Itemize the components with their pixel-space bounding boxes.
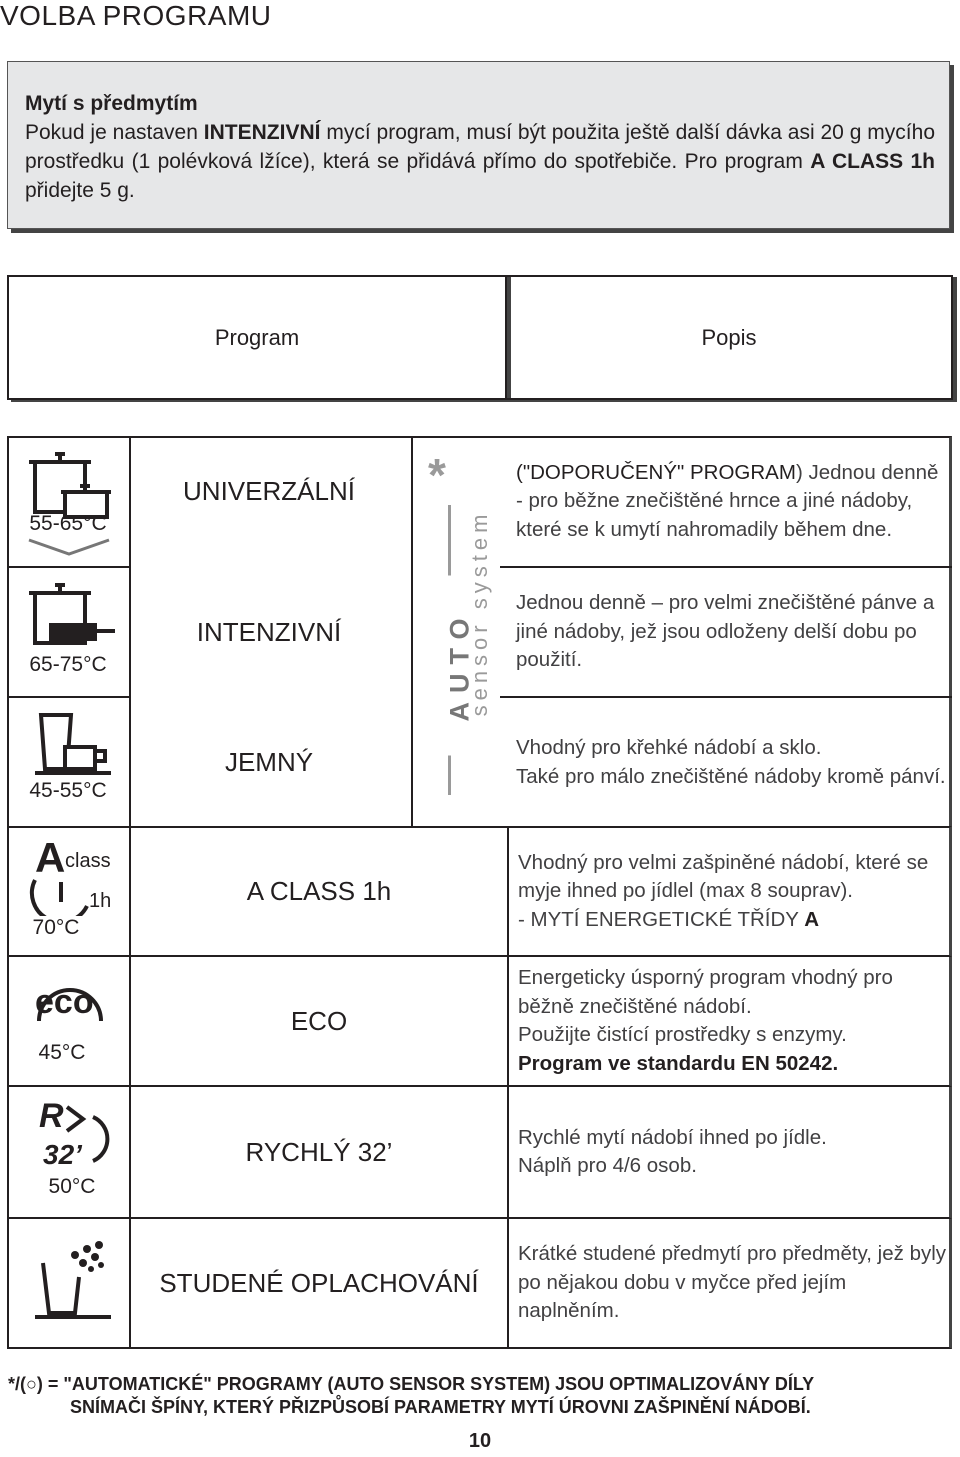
clock-icon: [27, 876, 97, 916]
footer-note: */(○) = "AUTOMATICKÉ" PROGRAMY (AUTO SENSOR SYSTEM) JSOU OPTIMALIZOVÁNY DÍLY SNÍMAČI ŠPÍNY, KTERÝ PŘIZPŮSOBÍ PARAMETRY MYTÍ ÚROVNI ZAŠPINĚNÍ NÁDOBÍ.: [8, 1374, 815, 1417]
temperature-label: 65-75°C: [29, 653, 107, 676]
glass-and-cup-icon: [15, 703, 121, 778]
program-description: Vhodný pro křehké nádobí a sklo. Také pro málo znečištěné nádoby kromě pánví.: [516, 736, 946, 788]
program-description: Energeticky úsporný program vhodný pro běžně znečištěné nádobí. Použijte čistící prostředky s enzymy. Program ve standardu EN 50242.: [507, 957, 947, 1085]
sensor-system-label: sensor system: [467, 509, 492, 717]
column-header-program: Program: [7, 275, 507, 400]
page-title: VOLBA PROGRAMU: [0, 0, 272, 31]
prewash-note: [7, 61, 950, 229]
cold-rinse-icon: [31, 1237, 117, 1327]
program-description: Rychlé mytí nádobí ihned po jídle. Náplň pro 4/6 osob.: [507, 1087, 947, 1217]
temperature-label: 50°C: [48, 1175, 96, 1198]
table-row: A class 1h 70°C A CLASS 1h Vhodný pro velmi zašpiněné nádobí, které se myje ihned po jídlel (max 8 souprav). - MYTÍ ENERGETICKÉ TŘÍDY A: [7, 826, 952, 957]
table-row: R 32’ 50°C RYCHLÝ 32’ Rychlé mytí nádobí ihned po jídle. Náplň pro 4/6 osob.: [7, 1087, 952, 1219]
temperature-label: 45-55°C: [29, 779, 107, 802]
page-number: 10: [468, 1430, 492, 1452]
auto-label: AUTO: [445, 576, 476, 756]
temperature-label: 70°C: [32, 916, 80, 939]
program-name: A CLASS 1h: [246, 876, 392, 906]
note-heading: Mytí s předmytím: [25, 92, 198, 115]
program-description: Vhodný pro velmi zašpiněné nádobí, které se myje ihned po jídlel (max 8 souprav). - MYTÍ ENERGETICKÉ TŘÍDY A: [507, 828, 947, 955]
a-class-icon: A: [35, 834, 66, 881]
star-icon: *: [428, 449, 446, 501]
temperature-label: 55-65°C: [29, 512, 107, 535]
program-description: Krátké studené předmytí pro předměty, jež byly po nějakou dobu v myčce před jejím naplněním.: [507, 1219, 947, 1347]
program-description: Jednou denně – pro velmi znečištěné pánve a jiné nádoby, jež jsou odloženy delší dobu po použití.: [516, 591, 935, 672]
note-text: Pokud je nastaven INTENZIVNÍ mycí program, musí být použita ještě další dávka asi 20 g mycího prostředku (1 polévková lžíce), která se přidává přímo do spotřebiče. Pro program A CLASS 1h přidejte 5 g.: [25, 121, 935, 202]
program-name: ECO: [290, 1005, 348, 1036]
program-name: STUDENÉ OPLACHOVÁNÍ: [159, 1267, 479, 1298]
rapid-icon: R: [39, 1097, 64, 1135]
auto-sensor-system-label: [410, 440, 500, 820]
program-name: INTENZIVNÍ: [196, 616, 342, 647]
program-name: RYCHLÝ 32’: [245, 1136, 393, 1167]
table-row: eco 45°C ECO Energeticky úsporný program vhodný pro běžně znečištěné nádobí. Použijte čistící prostředky s enzymy. Program ve standardu EN 50242.: [7, 957, 952, 1087]
program-description: ("DOPORUČENÝ" PROGRAM) Jednou denně - pro běžne znečištěné hrnce a jiné nádoby, které se k umytí nahromadily během dne.: [516, 460, 939, 541]
chevron-down-icon: [27, 538, 111, 558]
temperature-label: 45°C: [38, 1041, 86, 1064]
pot-with-pan-icon: [15, 573, 121, 653]
table-row: [7, 1219, 952, 1349]
program-name: JEMNÝ: [224, 747, 314, 777]
column-header-popis: Popis: [505, 275, 953, 400]
program-name: UNIVERZÁLNÍ: [183, 476, 355, 506]
